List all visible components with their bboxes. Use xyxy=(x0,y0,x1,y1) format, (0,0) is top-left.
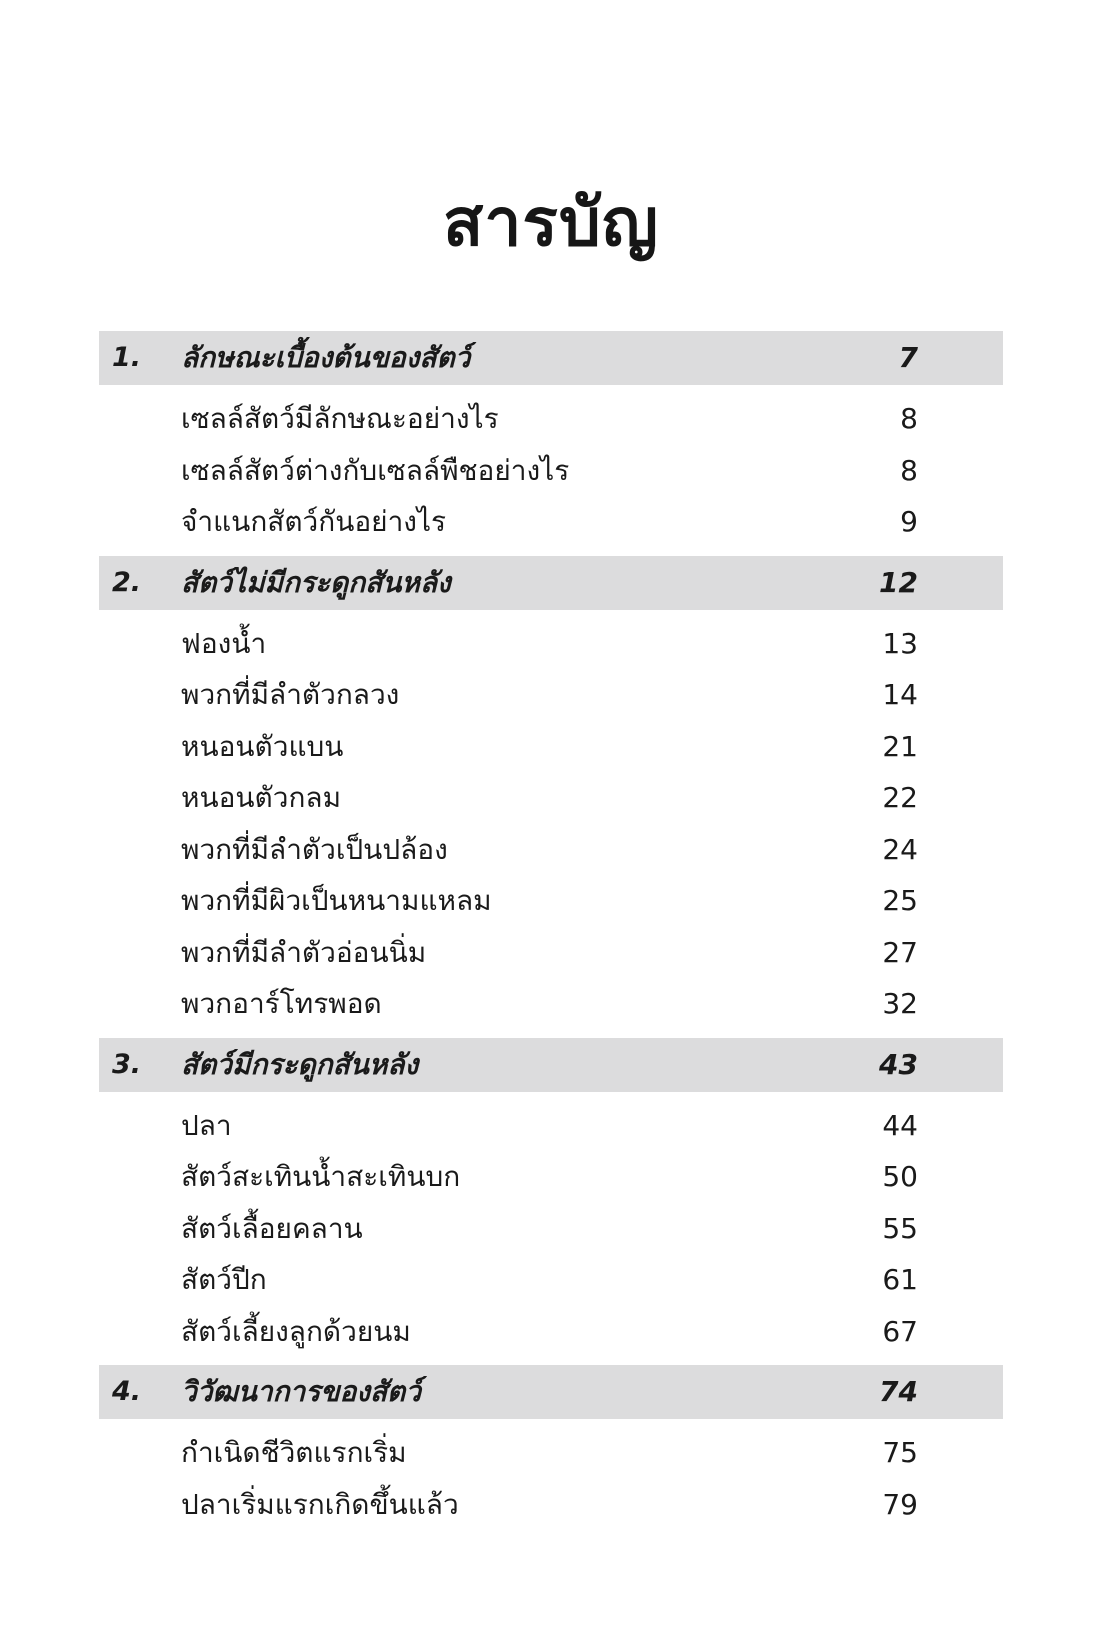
toc-entry[interactable] xyxy=(99,393,1003,445)
toc-entry[interactable] xyxy=(99,496,1003,548)
toc-entry[interactable] xyxy=(99,1306,1003,1358)
toc-entry[interactable] xyxy=(99,927,1003,979)
entry-page-number: 55 xyxy=(882,1211,918,1245)
entry-page-number: 8 xyxy=(900,402,918,435)
entry-title: เซลล์สัตว์มีลักษณะอย่างไร xyxy=(181,402,499,435)
entry-title: หนอนตัวแบน xyxy=(181,729,344,763)
entry-page-number: 79 xyxy=(882,1487,918,1521)
toc-entry[interactable] xyxy=(99,1254,1003,1306)
toc-entry[interactable] xyxy=(99,1151,1003,1203)
toc-entry[interactable] xyxy=(99,875,1003,927)
entry-title: หนอนตัวกลม xyxy=(181,781,342,814)
entry-title: ฟองน้ำ xyxy=(181,626,267,660)
entry-page-number: 61 xyxy=(882,1263,918,1296)
chapter-page-number: 12 xyxy=(879,565,918,599)
table-of-contents xyxy=(99,331,1003,1530)
chapter-number: 1. xyxy=(112,342,142,373)
chapter-number: 2. xyxy=(112,566,142,598)
toc-entry[interactable] xyxy=(99,978,1003,1030)
entry-page-number: 44 xyxy=(882,1108,918,1142)
entry-title: พวกที่มีผิวเป็นหนามแหลม xyxy=(181,884,492,917)
toc-entry[interactable] xyxy=(99,824,1003,876)
entry-page-number: 27 xyxy=(882,935,918,969)
toc-entry[interactable] xyxy=(99,445,1003,497)
entry-page-number: 24 xyxy=(882,832,918,866)
chapter-page-number: 74 xyxy=(879,1375,918,1408)
toc-entry[interactable] xyxy=(99,618,1003,670)
entry-title: ปลา xyxy=(181,1108,232,1142)
entry-title: พวกอาร์โทรพอด xyxy=(181,987,382,1020)
toc-entry[interactable] xyxy=(99,1100,1003,1152)
toc-entry[interactable] xyxy=(99,669,1003,721)
entry-page-number: 8 xyxy=(900,453,918,487)
chapter-number: 3. xyxy=(112,1048,142,1080)
entry-title: สัตว์เลี้ยงลูกด้วยนม xyxy=(181,1314,411,1348)
entry-title: พวกที่มีลำตัวกลวง xyxy=(181,678,400,711)
toc-entry[interactable] xyxy=(99,772,1003,824)
chapter-page-number: 7 xyxy=(898,341,918,374)
entry-page-number: 14 xyxy=(882,678,918,711)
entry-page-number: 13 xyxy=(882,626,918,660)
page-title: สารบัญ xyxy=(443,184,659,261)
entry-title: พวกที่มีลำตัวอ่อนนิ่ม xyxy=(181,935,427,969)
entry-page-number: 67 xyxy=(882,1314,918,1348)
chapter-title: สัตว์ไม่มีกระดูกสันหลัง xyxy=(181,565,451,599)
chapter-page-number: 43 xyxy=(879,1047,918,1081)
chapter-heading[interactable] xyxy=(99,1365,1003,1419)
entry-title: สัตว์เลื้อยคลาน xyxy=(181,1211,363,1245)
entry-title: จำแนกสัตว์กันอย่างไร xyxy=(181,505,447,538)
entry-page-number: 32 xyxy=(882,987,918,1020)
chapter-title: สัตว์มีกระดูกสันหลัง xyxy=(181,1047,419,1081)
entry-title: เซลล์สัตว์ต่างกับเซลล์พืชอย่างไร xyxy=(181,453,570,487)
toc-entry[interactable] xyxy=(99,1203,1003,1255)
chapter-number: 4. xyxy=(112,1376,142,1407)
toc-entry[interactable] xyxy=(99,721,1003,773)
entry-page-number: 21 xyxy=(882,729,918,763)
entry-title: ปลาเริ่มแรกเกิดขึ้นแล้ว xyxy=(181,1487,459,1521)
entry-page-number: 75 xyxy=(882,1436,918,1469)
entry-title: สัตว์สะเทินน้ำสะเทินบก xyxy=(181,1160,461,1193)
entry-title: สัตว์ปีก xyxy=(181,1263,267,1296)
entry-page-number: 25 xyxy=(882,884,918,917)
entry-title: พวกที่มีลำตัวเป็นปล้อง xyxy=(181,832,448,866)
chapter-title: วิวัฒนาการของสัตว์ xyxy=(181,1375,421,1408)
entry-page-number: 22 xyxy=(882,781,918,814)
entry-page-number: 9 xyxy=(900,505,918,538)
chapter-heading[interactable] xyxy=(99,556,1003,610)
entry-title: กำเนิดชีวิตแรกเริ่ม xyxy=(181,1436,407,1469)
chapter-heading[interactable] xyxy=(99,1038,1003,1092)
toc-entry[interactable] xyxy=(99,1479,1003,1531)
entry-page-number: 50 xyxy=(882,1160,918,1193)
chapter-title: ลักษณะเบื้องต้นของสัตว์ xyxy=(181,341,471,374)
chapter-heading[interactable] xyxy=(99,331,1003,385)
toc-entry[interactable] xyxy=(99,1427,1003,1479)
